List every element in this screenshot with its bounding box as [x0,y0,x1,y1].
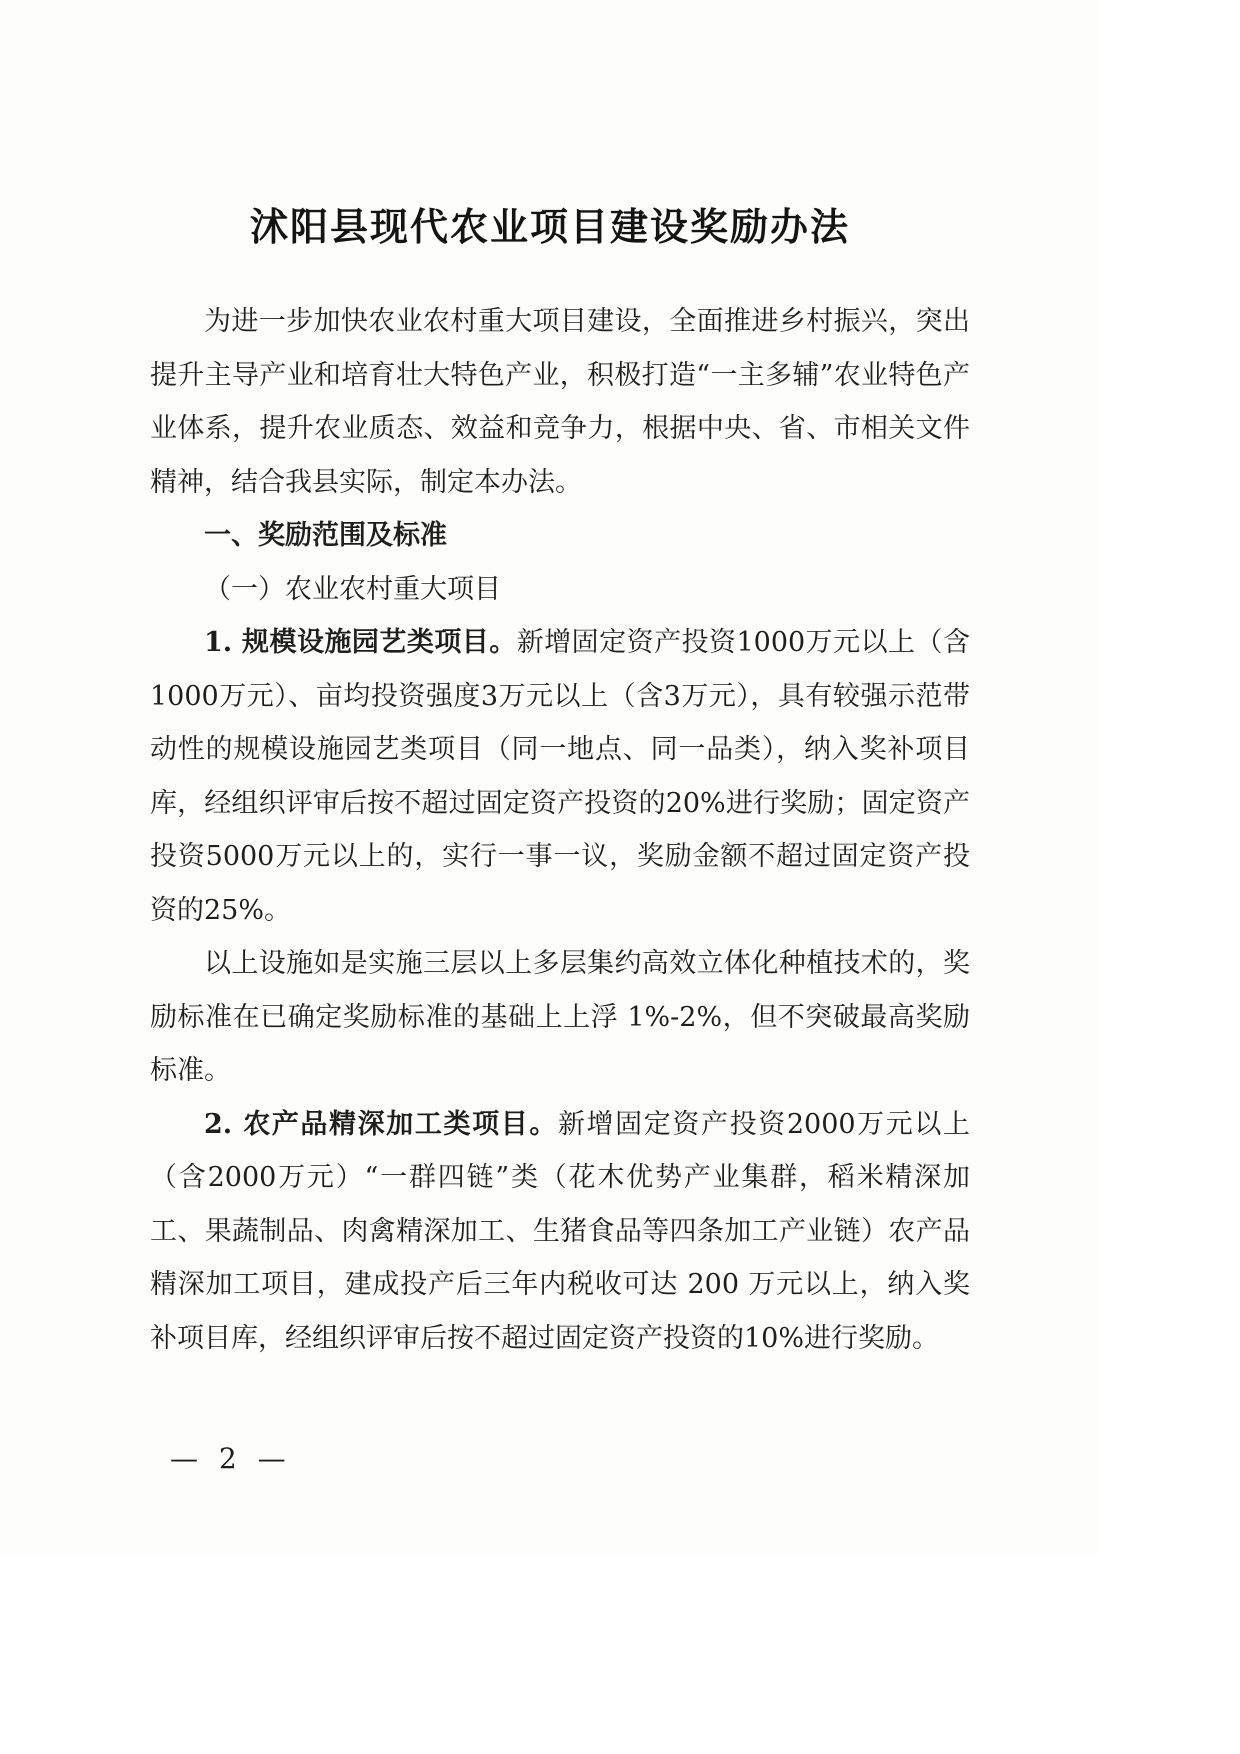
item-1-text: 新增固定资产投资1000万元以上（含1000万元）、亩均投资强度3万元以上（含3万元），具有较强示范带动性的规模设施园艺类项目（同一地点、同一品类），纳入奖补项目库，经组织评审后按不超过固定资产投资的20%进行奖励；固定资产投资5000万元以上的，实行一事一议，奖励金额不超过固定资产投资的25%。 [150,627,970,926]
item-1-lead: 1. 规模设施园艺类项目。 [204,627,517,658]
section-heading: 一、奖励范围及标准 [204,520,447,551]
item-1-paragraph [150,616,970,937]
document-body [150,295,970,1365]
item-2-text: 新增固定资产投资2000万元以上（含2000万元）“一群四链”类（花木优势产业集群，稻米精深加工、果蔬制品、肉禽精深加工、生猪食品等四条加工产业链）农产品精深加工项目，建成投产后三年内税收可达 200 万元以上，纳入奖补项目库，经组织评审后按不超过固定资产投资的10%进行奖励。 [150,1108,970,1354]
intro-paragraph: 为进一步加快农业农村重大项目建设，全面推进乡村振兴，突出提升主导产业和培育壮大特色产业，积极打造“一主多辅”农业特色产业体系，提升农业质态、效益和竞争力，根据中央、省、市相关文件精神，结合我县实际，制定本办法。 [150,306,970,498]
subsection-heading: （一）农业农村重大项目 [204,573,501,605]
document-title: 沭阳县现代农业项目建设奖励办法 [249,204,850,249]
item-2-lead: 2. 农产品精深加工类项目。 [204,1108,558,1140]
item-1-note-paragraph: 以上设施如是实施三层以上多层集约高效立体化种植技术的，奖励标准在已确定奖励标准的基础上上浮 1%-2%，但不突破最高奖励标准。 [150,948,970,1086]
item-2-paragraph [150,1098,970,1366]
page-number: — 2 — [170,1442,292,1475]
